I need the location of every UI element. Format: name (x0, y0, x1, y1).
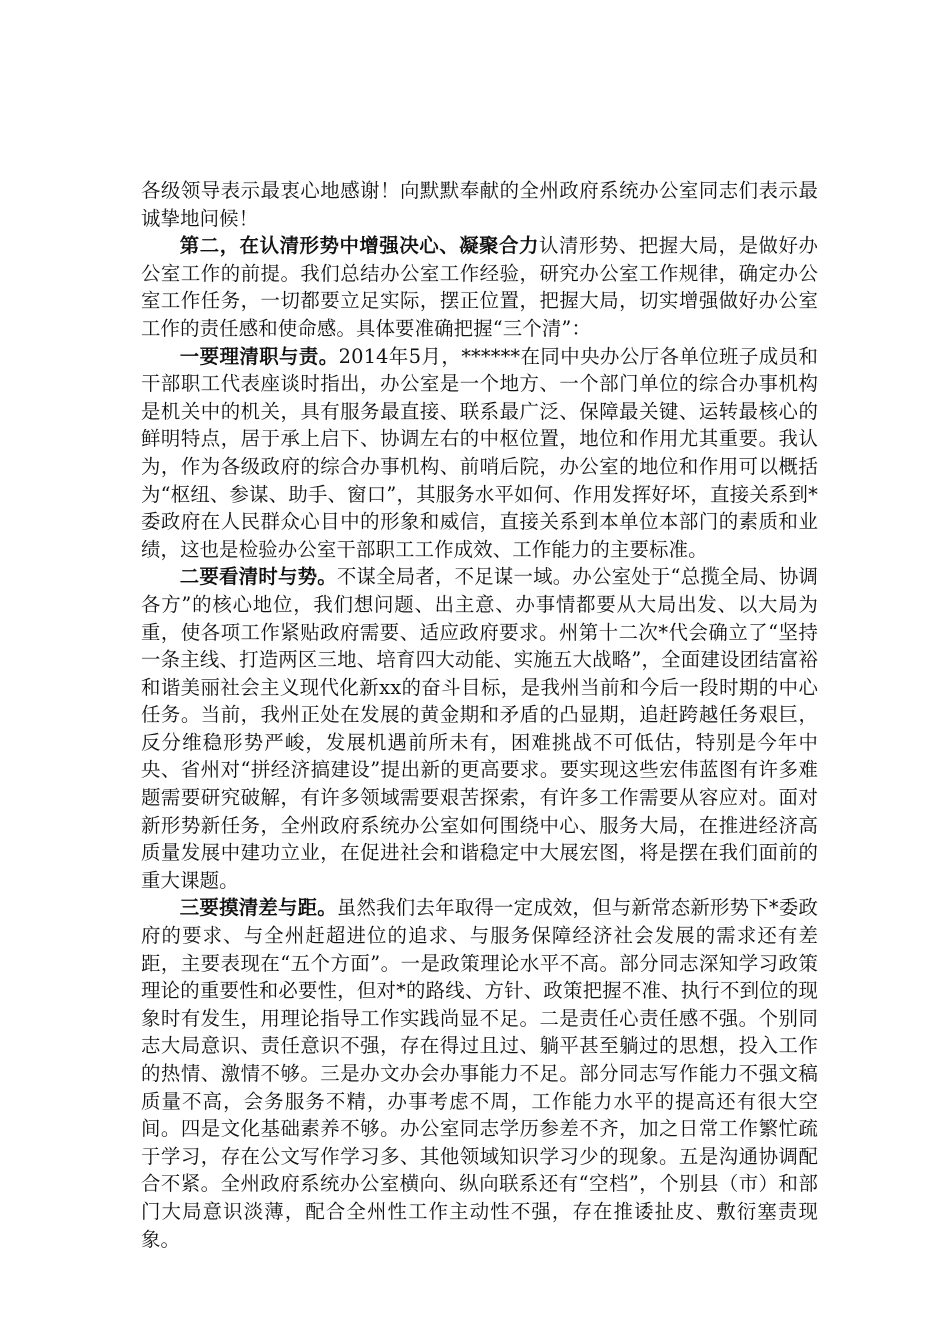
document-body (141, 177, 818, 1253)
paragraph-text: 2014年5月，******在同中央办公厅各单位班子成员和干部职工代表座谈时指出，办公室是一个地方、一个部门单位的综合办事机构是机关中的机关，具有服务最直接、联系最广泛、保障最关键、运转最核心的鲜明特点，居于承上启下、协调左右的中枢位置，地位和作用尤其重要。我认为，作为各级政府的综合办事机构、前哨后院，办公室的地位和作用可以概括为“枢纽、参谋、助手、窗口”，其服务水平如何、作用发挥好坏，直接关系到*委政府在人民群众心目中的形象和威信，直接关系到本单位本部门的素质和业绩，这也是检验办公室干部职工工作成效、工作能力的主要标准。 (141, 344, 818, 561)
paragraph-text: 各级领导表示最衷心地感谢！向默默奉献的全州政府系统办公室同志们表示最诚挚地问候！ (141, 179, 818, 230)
paragraph-text: 不谋全局者，不足谋一域。办公室处于“总揽全局、协调各方”的核心地位，我们想问题、出主意、办事情都要从大局出发、以大局为重，使各项工作紧贴政府需要、适应政府要求。州第十二次*代会确立了“坚持一条主线、打造两区三地、培育四大动能、实施五大战略”，全面建设团结富裕和谐美丽社会主义现代化新xx的奋斗目标，是我州当前和今后一段时期的中心任务。当前，我州正处在发展的黄金期和矛盾的凸显期，追赶跨越任务艰巨，反分维稳形势严峻，发展机遇前所未有，困难挑战不可低估，特别是今年中央、省州对“拼经济搞建设”提出新的更高要求。要实现这些宏伟蓝图有许多难题需要研究破解，有许多领域需要艰苦探索，有许多工作需要从容应对。面对新形势新任务，全州政府系统办公室如何围绕中心、服务大局，在推进经济高质量发展中建功立业，在促进社会和谐稳定中大展宏图，将是摆在我们面前的重大课题。 (141, 565, 819, 892)
paragraph-text: 认清形势、把握大局，是做好办公室工作的前提。我们总结办公室工作经验，研究办公室工作规律，确定办公室工作任务，一切都要立足实际，摆正位置，把握大局，切实增强做好办公室工作的责任感和使命感。具体要准确把握“三个清”： (141, 234, 818, 340)
paragraph-point-one (141, 343, 818, 564)
point-heading: 二要看清时与势。 (179, 565, 337, 589)
paragraph-text: 虽然我们去年取得一定成效，但与新常态新形势下*委政府的要求、与全州赶超进位的追求、与服务保障经济社会发展的需求还有差距，主要表现在“五个方面”。一是政策理论水平不高。部分同志深知学习政策理论的重要性和必要性，但对*的路线、方针、政策把握不准、执行不到位的现象时有发生，用理论指导工作实践尚显不足。二是责任心责任感不强。个别同志大局意识、责任意识不强，存在得过且过、躺平甚至躺过的思想，投入工作的热情、激情不够。三是办文办会办事能力不足。部分同志写作能力不强文稿质量不高，会务服务不精，办事考虑不周，工作能力水平的提高还有很大空间。四是文化基础素养不够。办公室同志学历参差不齐，加之日常工作繁忙疏于学习，存在公文写作学习多、其他领域知识学习少的现象。五是沟通协调配合不紧。全州政府系统办公室横向、纵向联系还有“空档”，个别县（市）和部门大局意识淡薄，配合全州性工作主动性不强，存在推诿扯皮、敷衍塞责现象。 (141, 896, 818, 1251)
paragraph-closing-thanks (141, 177, 818, 232)
paragraph-point-three (141, 894, 818, 1253)
point-heading: 一要理清职与责。 (179, 344, 339, 368)
point-heading: 三要摸清差与距。 (179, 896, 337, 920)
section-heading: 第二，在认清形势中增强决心、凝聚合力 (179, 234, 540, 258)
paragraph-section-two (141, 232, 818, 342)
paragraph-point-two (141, 563, 818, 894)
